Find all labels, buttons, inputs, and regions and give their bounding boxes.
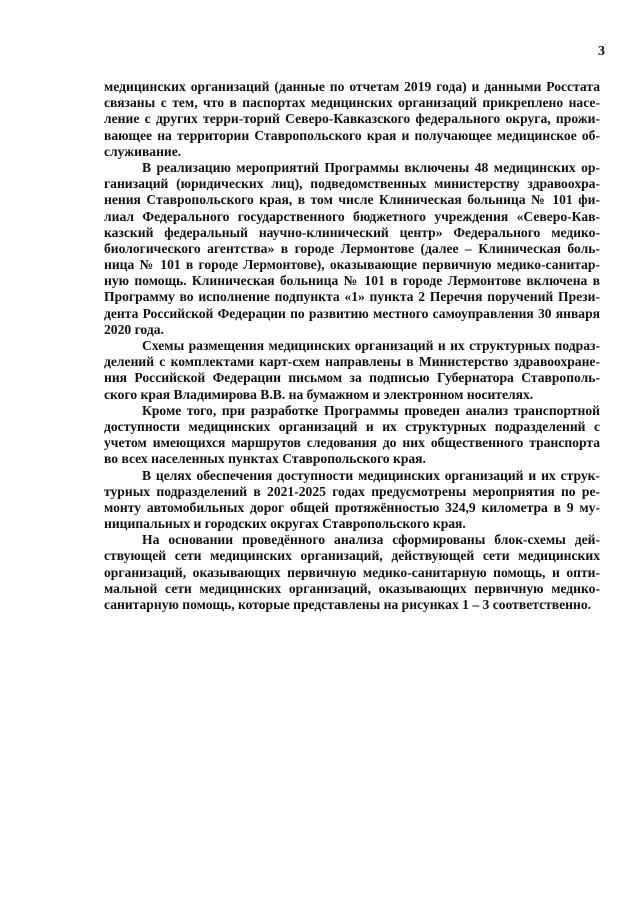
text-line: медицинских организаций (данные по отчетам 2019 года) и данными Росстата	[104, 79, 600, 94]
text-line: В реализацию мероприятий Программы включены 48 медицинских ор-	[142, 159, 600, 175]
text-line: На основании проведённого анализа сформированы блок-схемы дей-	[142, 532, 600, 548]
text-line: казский федеральный научно-клинический центр» Федерального медико-	[104, 224, 600, 240]
text-line: учетом имеющихся маршрутов следования до них общественного транспорта	[104, 435, 600, 451]
text-line: доступности медицинских организаций и их структурных подразделений с	[104, 418, 600, 434]
text-line: организаций, оказывающих первичную медико-санитарную помощь, и опти-	[104, 564, 600, 580]
text-line: делений с комплектами карт-схем направлены в Министерство здравоохране-	[104, 354, 600, 370]
page-number: 3	[598, 44, 605, 59]
text-line: ница № 101 в городе Лермонтове), оказывающие первичную медико-санитар-	[104, 257, 600, 273]
text-line: ление с других терри-торий Северо-Кавказского федерального округа, прожи-	[104, 111, 600, 127]
text-line: связаны с тем, что в паспортах медицинских организаций прикреплено насе-	[104, 95, 600, 111]
text-line: Схемы размещения медицинских организаций и их структурных подраз-	[142, 338, 600, 353]
text-line: служивание.	[104, 143, 182, 159]
text-line: биологического агентства» в городе Лермонтове (далее – Клиническая боль-	[104, 240, 600, 256]
text-line: дента Российской Федерации по развитию местного самоуправления 30 января	[104, 305, 600, 321]
text-line: В целях обеспечения доступности медицинских организаций и их струк-	[142, 467, 600, 483]
text-line: мальной сети медицинских организаций, оказывающих первичную медико-	[104, 580, 600, 596]
text-line: ганизаций (юридических лиц), подведомственных министерству здравоохра-	[104, 176, 600, 192]
text-line: монту автомобильных дорог общей протяжённостью 324,9 километра в 9 му-	[104, 499, 600, 515]
text-line: ную помощь. Клиническая больница № 101 в городе Лермонтове включена в	[104, 273, 600, 289]
text-line: санитарную помощь, которые представлены на рисунках 1 – 3 соответственно.	[104, 597, 592, 612]
text-line: ниципальных и городских округах Ставропольского края.	[104, 516, 466, 532]
text-line: Кроме того, при разработке Программы проведен анализ транспортной	[142, 402, 600, 418]
text-line: лиал Федерального государственного бюджетного учреждения «Северо-Кав-	[104, 208, 600, 224]
text-line: Программу во исполнение подпункта «1» пункта 2 Перечня поручений Прези-	[104, 289, 600, 305]
text-line: ния Российской Федерации письмом за подписью Губернатора Ставрополь-	[104, 370, 600, 386]
document-body	[104, 79, 600, 613]
text-line: ского края Владимирова В.В. на бумажном и электронном носителях.	[104, 386, 534, 402]
text-line: вающее на территории Ставропольского края и получающее медицинское об-	[104, 127, 600, 143]
text-line: ствующей сети медицинских организаций, действующей сети медицинских	[104, 548, 600, 564]
text-line: турных подразделений в 2021-2025 годах предусмотрены мероприятия по ре-	[104, 483, 600, 499]
text-line: 2020 года.	[104, 321, 164, 337]
text-line: нения Ставропольского края, в том числе Клиническая больница № 101 фи-	[104, 192, 600, 208]
text-line: во всех населенных пунктах Ставропольского края.	[104, 451, 426, 467]
